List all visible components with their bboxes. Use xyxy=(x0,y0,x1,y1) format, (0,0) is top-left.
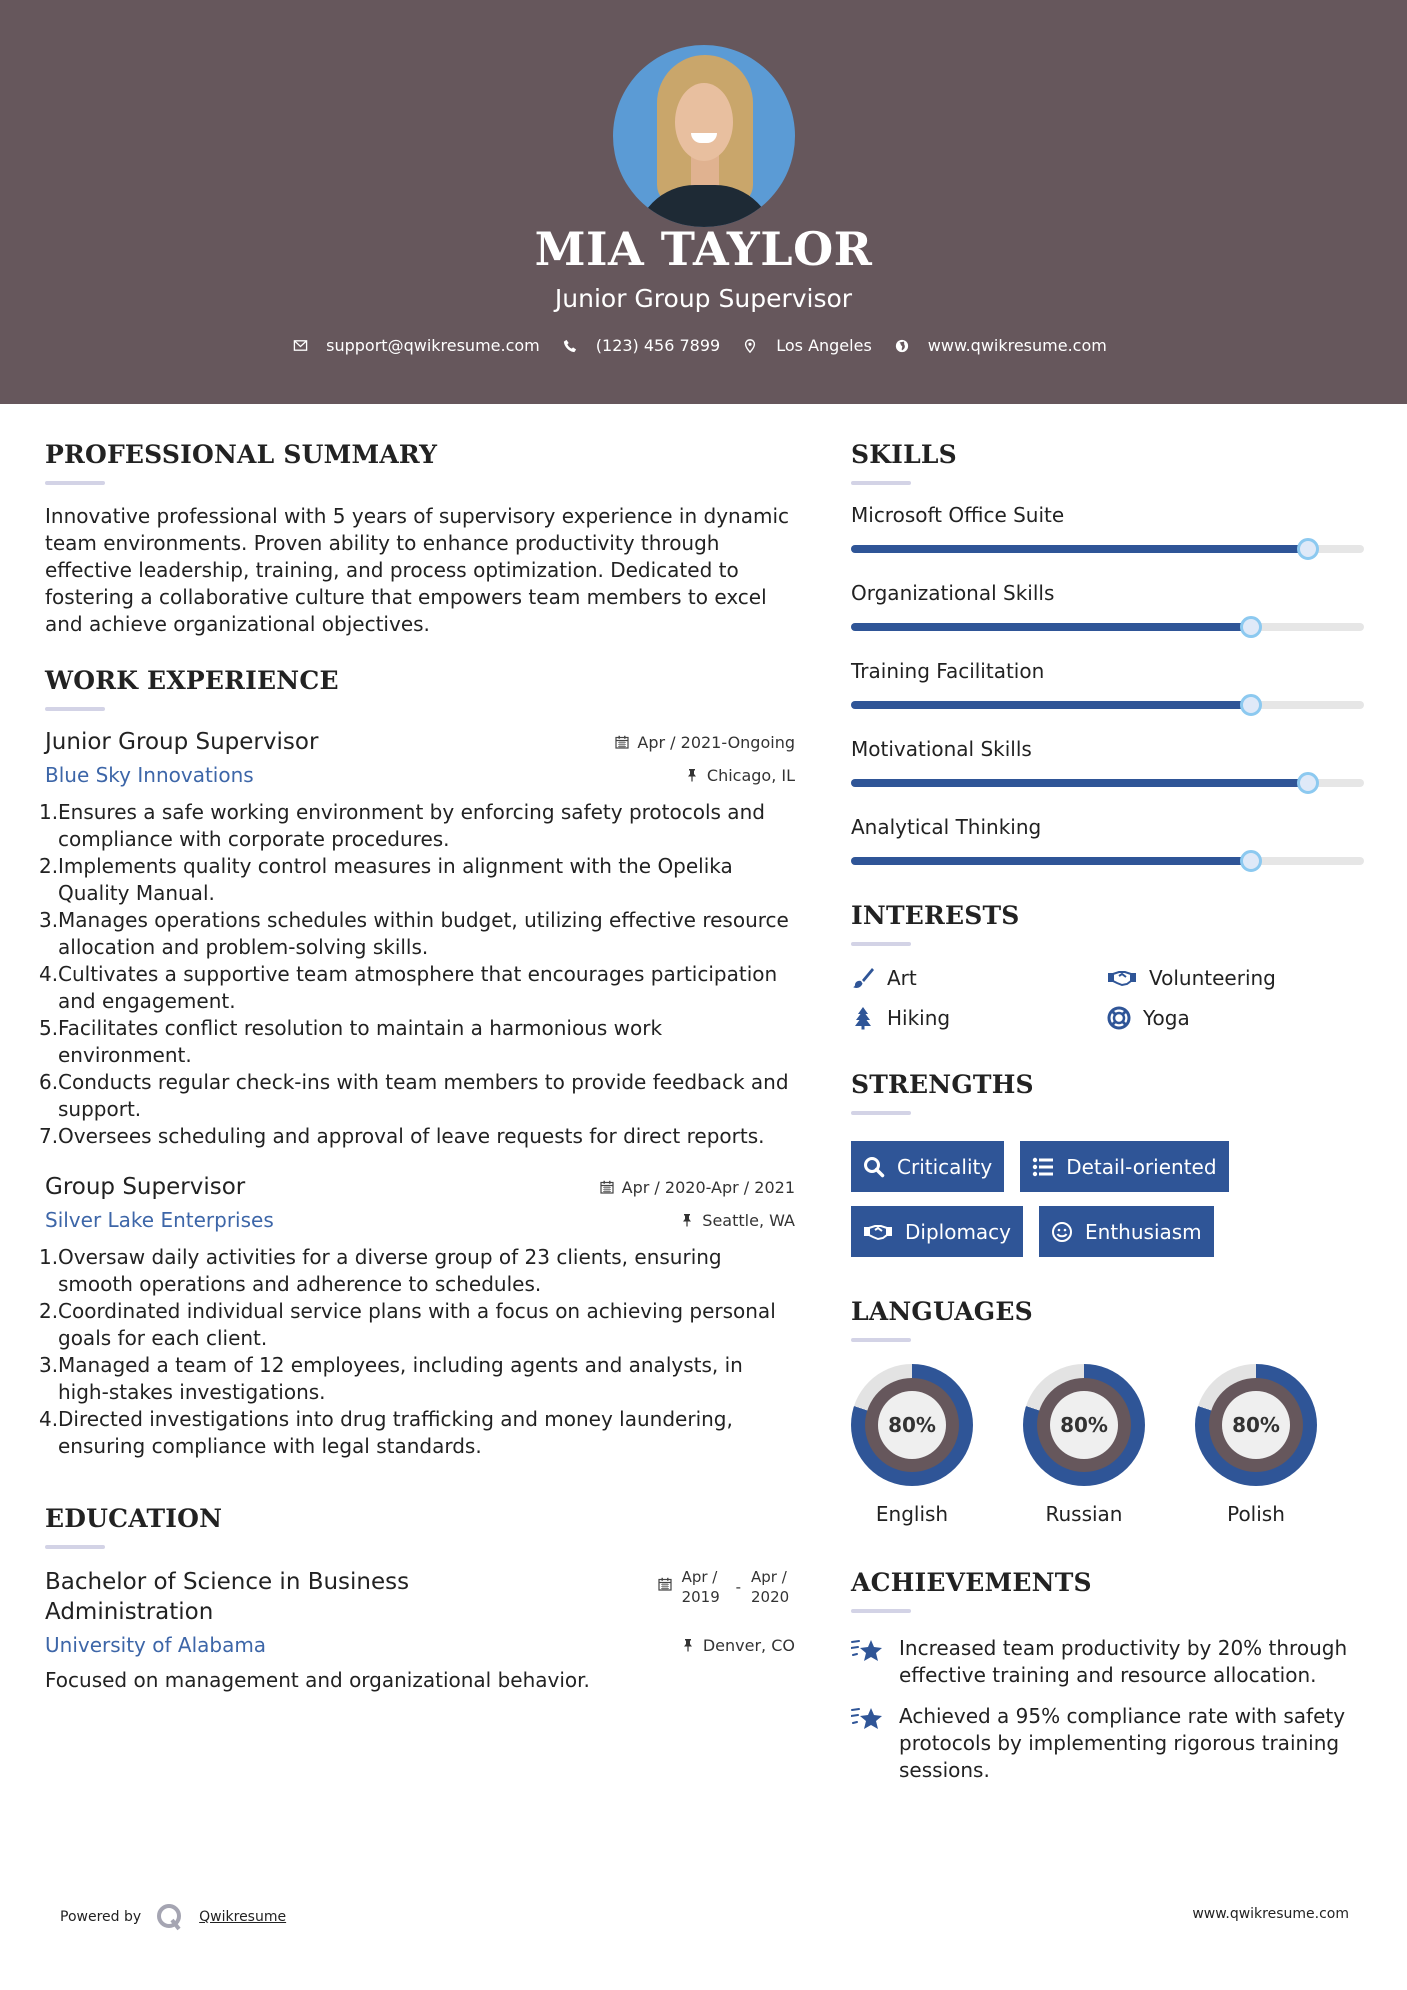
paintbrush-icon xyxy=(851,966,875,990)
skill-item xyxy=(851,737,1364,787)
interest-item: Hiking xyxy=(851,1006,1107,1030)
school-name: University of Alabama xyxy=(45,1633,267,1657)
section-title: ACHIEVEMENTS xyxy=(851,1568,1092,1597)
section-divider xyxy=(45,707,105,711)
smile-icon xyxy=(1051,1221,1073,1243)
skill-item xyxy=(851,503,1364,553)
work-experience-section xyxy=(39,666,795,1460)
qwikresume-logo-icon xyxy=(155,1902,185,1932)
calendar-icon xyxy=(615,735,629,749)
achievements-section xyxy=(851,1568,1364,1784)
photo-face xyxy=(675,83,733,161)
calendar-icon xyxy=(658,1577,672,1591)
strength-tag: Diplomacy xyxy=(851,1206,1023,1257)
skill-label: Training Facilitation xyxy=(851,659,1045,683)
contact-location xyxy=(742,336,872,355)
shooting-star-icon xyxy=(851,1637,885,1665)
skills-section xyxy=(851,440,1364,865)
contact-email-text: support@qwikresume.com xyxy=(326,336,540,355)
skill-item xyxy=(851,659,1364,709)
qwikresume-link[interactable]: Qwikresume xyxy=(199,1909,287,1925)
list-icon xyxy=(1032,1156,1054,1178)
language-percent: 80% xyxy=(1222,1391,1290,1459)
summary-text: Innovative professional with 5 years of supervisory experience in dynamic team environments. Proven ability to enhance productivity through effective leadership, training, and process optimization. Dedicated to fostering a collaborative culture that empowers team members to excel and achieve organizational objectives. xyxy=(45,504,789,636)
slider-thumb[interactable] xyxy=(1297,538,1319,560)
skill-label: Organizational Skills xyxy=(851,581,1055,605)
bullet-item: 1. Oversaw daily activities for a diverse group of 23 clients, ensuring smooth operations and adherence to schedules. xyxy=(39,1245,722,1296)
achievement-item: Achieved a 95% compliance rate with safety protocols by implementing rigorous training sessions. xyxy=(851,1703,1364,1784)
section-divider xyxy=(851,1111,911,1115)
skill-item xyxy=(851,581,1364,631)
bullet-item: 1. Ensures a safe working environment by enforcing safety protocols and compliance with corporate procedures. xyxy=(39,800,765,851)
interest-item: Art xyxy=(851,966,1107,990)
life-ring-icon xyxy=(1107,1006,1131,1030)
contact-bar xyxy=(0,336,1407,355)
job-entry xyxy=(39,1174,795,1460)
calendar-icon xyxy=(600,1180,614,1194)
education-dates: Apr / 2019 - Apr / 2020 xyxy=(658,1567,795,1607)
pushpin-icon xyxy=(681,1638,695,1652)
language-name: English xyxy=(875,1502,949,1526)
section-title: STRENGTHS xyxy=(851,1070,1034,1099)
bullet-item: 2. Coordinated individual service plans with a focus on achieving personal goals for each client. xyxy=(39,1299,776,1350)
education-description: Focused on management and organizational behavior. xyxy=(45,1668,590,1692)
job-location: Seattle, WA xyxy=(680,1211,795,1230)
section-title: EDUCATION xyxy=(45,1504,223,1533)
handshake-icon xyxy=(863,1221,893,1243)
footer-powered-by xyxy=(60,1902,286,1932)
right-column xyxy=(851,440,1364,1784)
interests-section xyxy=(851,901,1364,1030)
language-donut xyxy=(851,1364,973,1486)
contact-website[interactable] xyxy=(894,336,1107,355)
section-divider xyxy=(45,1545,105,1549)
profile-photo xyxy=(613,45,795,227)
job-company: Blue Sky Innovations xyxy=(45,763,254,787)
job-dates: Apr / 2020-Apr / 2021 xyxy=(600,1178,795,1197)
skill-slider[interactable] xyxy=(851,857,1364,865)
job-dates: Apr / 2021-Ongoing xyxy=(615,733,795,752)
skill-item xyxy=(851,815,1364,865)
degree-title: Bachelor of Science in Business Administration xyxy=(45,1569,410,1625)
slider-thumb[interactable] xyxy=(1240,850,1262,872)
section-divider xyxy=(851,1609,911,1613)
map-marker-icon xyxy=(742,338,758,354)
interest-item: Volunteering xyxy=(1107,966,1363,990)
globe-icon xyxy=(894,338,910,354)
education-section xyxy=(45,1504,795,1694)
photo-shirt xyxy=(635,185,775,227)
section-title: LANGUAGES xyxy=(851,1297,1033,1326)
candidate-title: Junior Group Supervisor xyxy=(554,284,853,313)
language-percent: 80% xyxy=(878,1391,946,1459)
handshake-icon xyxy=(1107,966,1137,990)
job-entry xyxy=(39,729,795,1150)
pushpin-icon xyxy=(680,1213,694,1227)
skill-slider[interactable] xyxy=(851,623,1364,631)
strength-tag: Enthusiasm xyxy=(1039,1206,1214,1257)
achievement-item: Increased team productivity by 20% through effective training and resource allocation. xyxy=(851,1635,1364,1689)
education-location: Denver, CO xyxy=(681,1636,795,1655)
bullet-item: 5. Facilitates conflict resolution to maintain a harmonious work environment. xyxy=(39,1016,663,1067)
language-name: Polish xyxy=(1227,1502,1285,1526)
contact-email[interactable] xyxy=(292,336,540,355)
search-icon xyxy=(863,1156,885,1178)
section-divider xyxy=(45,481,105,485)
skill-label: Motivational Skills xyxy=(851,737,1032,761)
powered-by-label: Powered by xyxy=(60,1909,142,1925)
contact-phone[interactable] xyxy=(562,336,720,355)
languages-section xyxy=(851,1297,1364,1526)
language-item xyxy=(1023,1364,1145,1526)
candidate-name: MIA TAYLOR xyxy=(534,222,873,276)
language-donut xyxy=(1195,1364,1317,1486)
section-divider xyxy=(851,1338,911,1342)
section-title: PROFESSIONAL SUMMARY xyxy=(45,440,438,469)
section-divider xyxy=(851,481,911,485)
bullet-item: 3. Managed a team of 12 employees, including agents and analysts, in high-stakes investigations. xyxy=(39,1353,743,1404)
strength-tag: Detail-oriented xyxy=(1020,1141,1228,1192)
contact-location-text: Los Angeles xyxy=(776,336,872,355)
contact-phone-text: (123) 456 7899 xyxy=(595,336,721,355)
language-item xyxy=(1195,1364,1317,1526)
bullet-item: 4. Directed investigations into drug trafficking and money laundering, ensuring compliance with legal standards. xyxy=(39,1407,733,1458)
skill-slider[interactable] xyxy=(851,779,1364,787)
bullet-item: 4. Cultivates a supportive team atmosphere that encourages participation and engagement. xyxy=(39,962,778,1013)
interest-item: Yoga xyxy=(1107,1006,1363,1030)
envelope-icon xyxy=(292,338,308,354)
language-item xyxy=(851,1364,973,1526)
section-title: INTERESTS xyxy=(851,901,1020,930)
job-location: Chicago, IL xyxy=(685,766,795,785)
skill-slider[interactable] xyxy=(851,701,1364,709)
skill-label: Microsoft Office Suite xyxy=(851,503,1065,527)
skill-label: Analytical Thinking xyxy=(851,815,1042,839)
slider-thumb[interactable] xyxy=(1240,694,1262,716)
job-company: Silver Lake Enterprises xyxy=(45,1208,274,1232)
job-bullets xyxy=(39,1244,795,1460)
contact-website-text: www.qwikresume.com xyxy=(927,336,1107,355)
bullet-item: 6. Conducts regular check-ins with team members to provide feedback and support. xyxy=(39,1070,789,1121)
language-name: Russian xyxy=(1045,1502,1123,1526)
job-role: Group Supervisor xyxy=(45,1174,246,1200)
bullet-item: 7. Oversees scheduling and approval of leave requests for direct reports. xyxy=(39,1124,765,1148)
resume-header xyxy=(0,0,1407,404)
pushpin-icon xyxy=(685,768,699,782)
footer-website[interactable]: www.qwikresume.com xyxy=(1192,1906,1349,1922)
bullet-item: 3. Manages operations schedules within budget, utilizing effective resource allocation and problem-solving skills. xyxy=(39,908,789,959)
job-role: Junior Group Supervisor xyxy=(45,729,319,755)
tree-icon xyxy=(851,1006,875,1030)
slider-thumb[interactable] xyxy=(1240,616,1262,638)
phone-icon xyxy=(562,338,578,354)
section-divider xyxy=(851,942,911,946)
language-percent: 80% xyxy=(1050,1391,1118,1459)
slider-thumb[interactable] xyxy=(1297,772,1319,794)
skill-slider[interactable] xyxy=(851,545,1364,553)
professional-summary-section xyxy=(45,440,795,638)
section-title: SKILLS xyxy=(851,440,957,469)
language-donut xyxy=(1023,1364,1145,1486)
bullet-item: 2. Implements quality control measures in alignment with the Opelika Quality Manual. xyxy=(39,854,733,905)
strength-tag: Criticality xyxy=(851,1141,1004,1192)
job-bullets xyxy=(39,799,795,1150)
left-column xyxy=(39,440,795,1694)
strengths-section xyxy=(851,1070,1364,1257)
section-title: WORK EXPERIENCE xyxy=(45,666,339,695)
shooting-star-icon xyxy=(851,1705,885,1733)
